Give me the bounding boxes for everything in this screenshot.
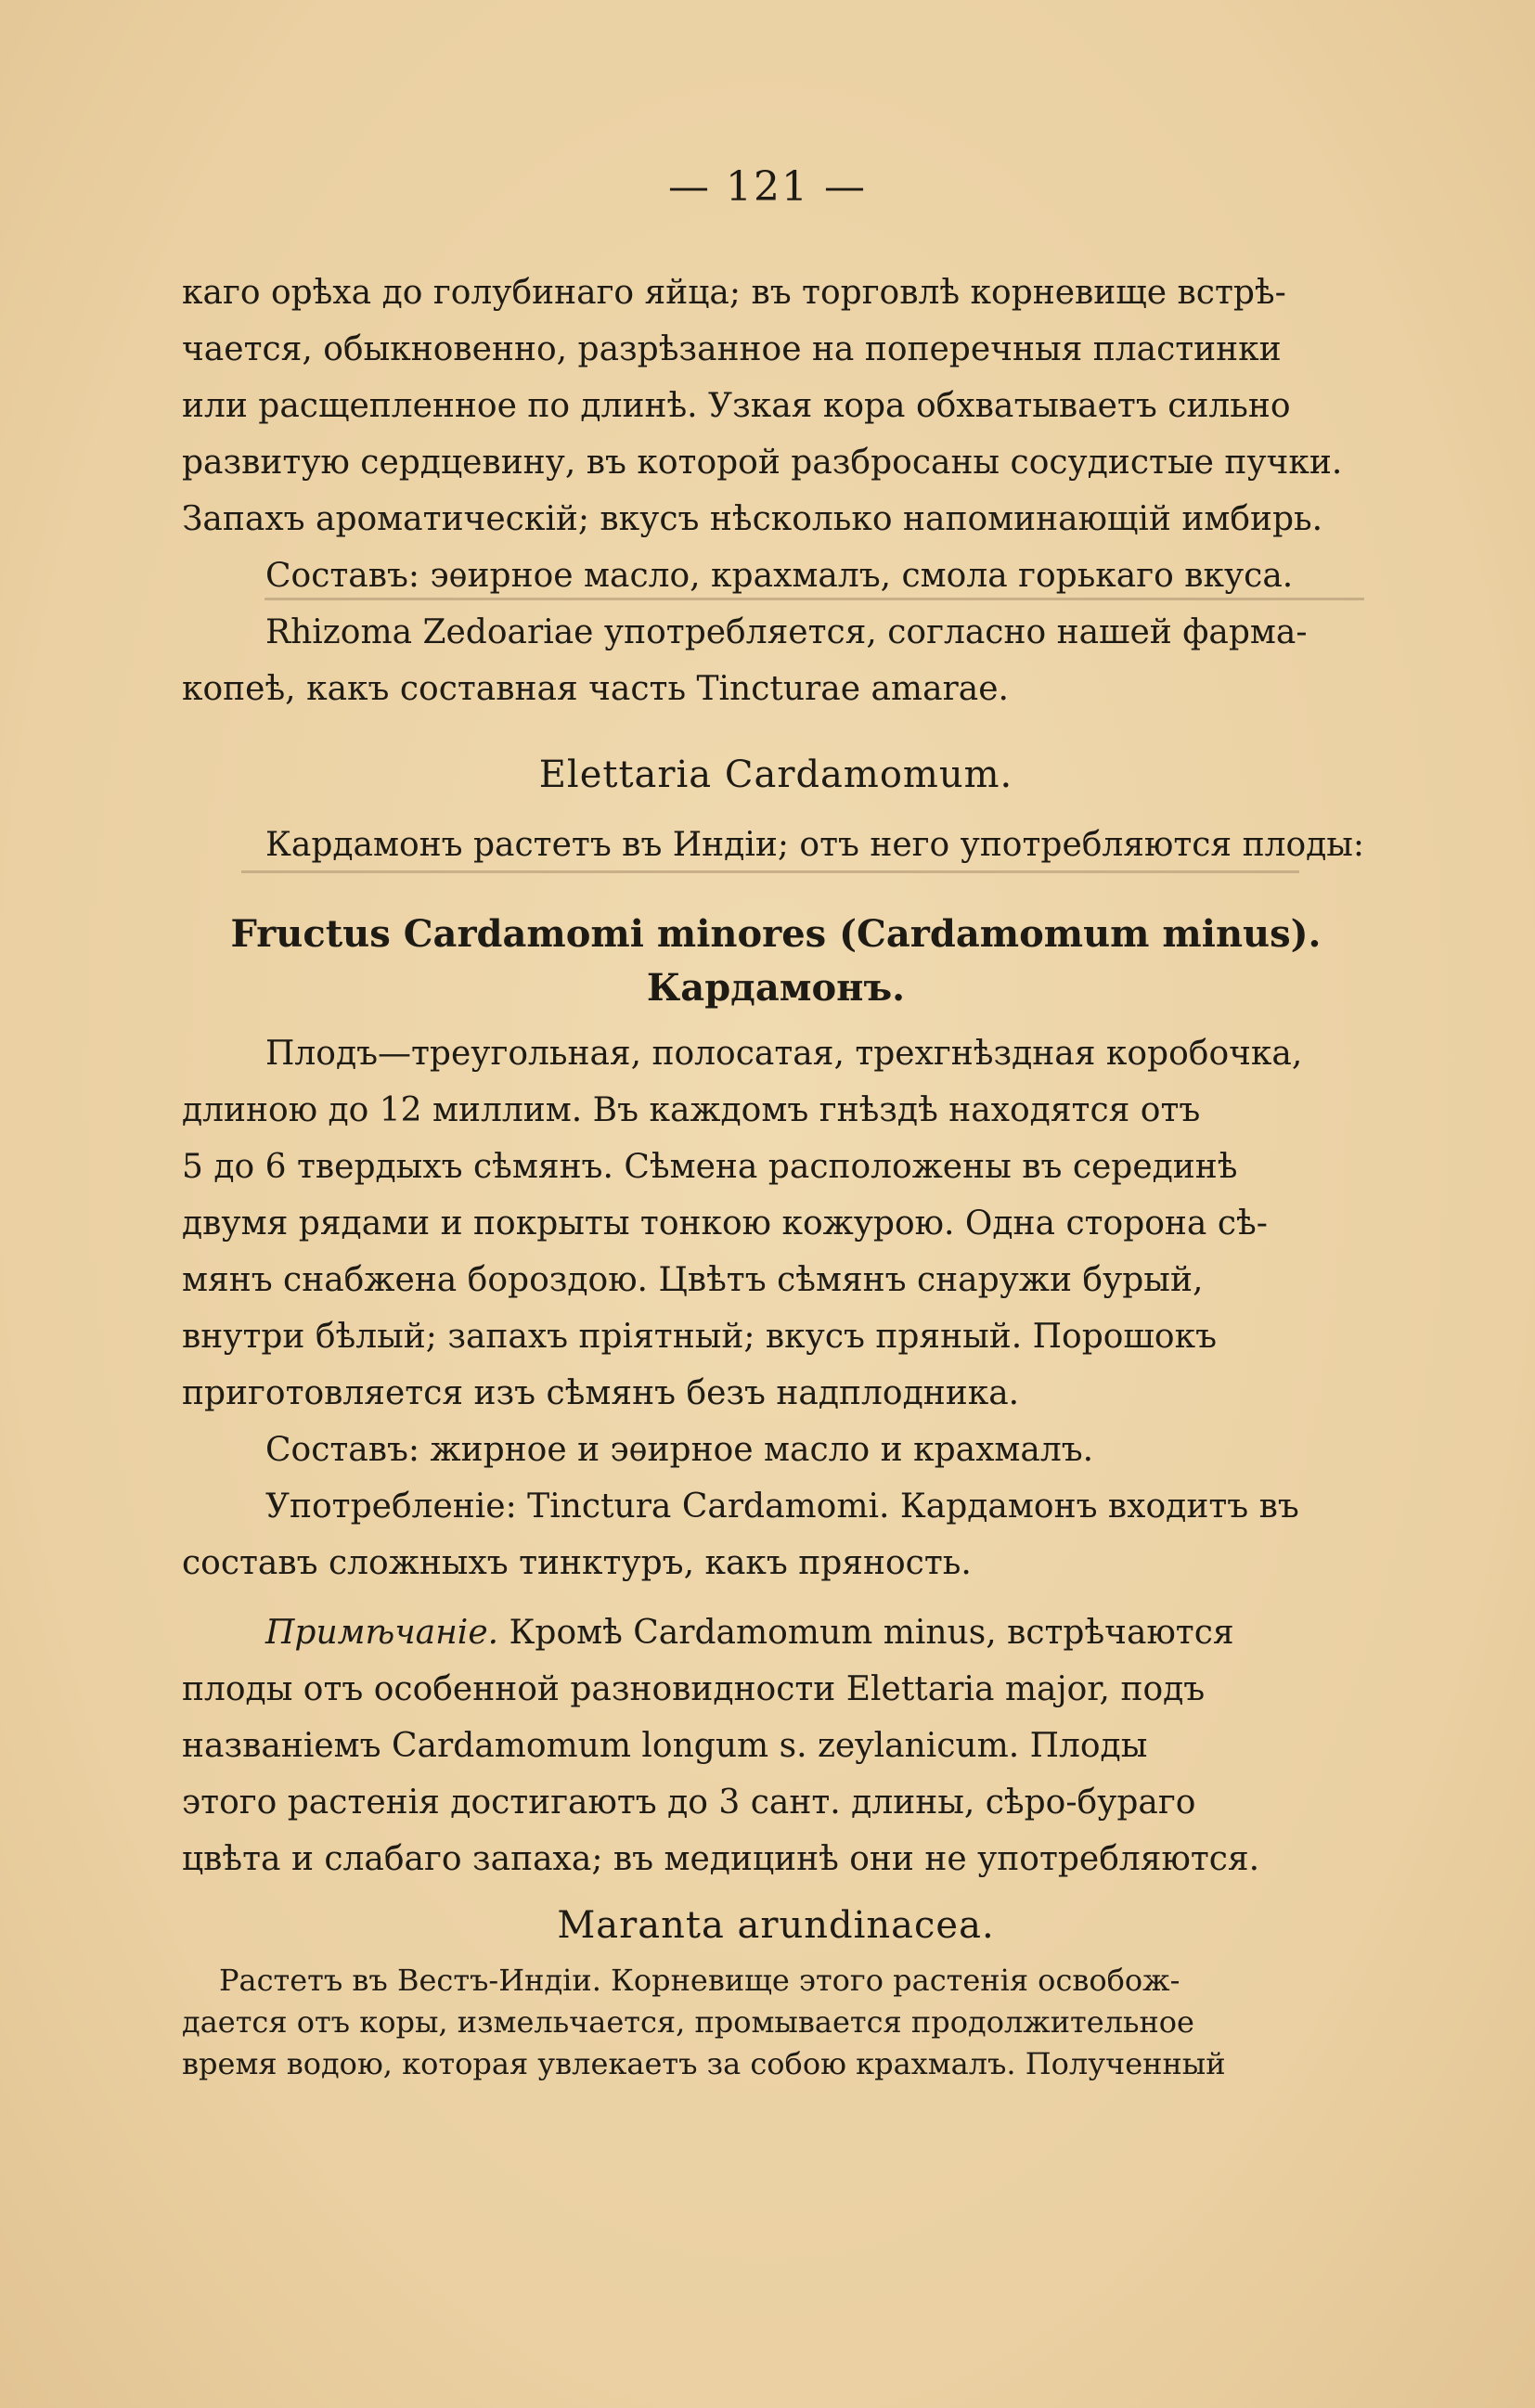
para5-line: двумя рядами и покрыты тонкою кожурою. Одна сторона сѣ- [182,1204,1268,1243]
para4-line: Кардамонъ растетъ въ Индіи; отъ него употребляются плоды: [265,826,1365,864]
note-label: Примѣчаніе. [265,1614,499,1652]
para1-line: развитую сердцевину, въ которой разбросаны сосудистые пучки. [182,444,1343,482]
para3-line: Rhizoma Zedoariae употребляется, согласно нашей фарма- [265,613,1308,651]
note-line: названіемъ Cardamomum longum s. zeylanicum. Плоды [182,1727,1148,1765]
underline-mark [241,870,1299,873]
drug-heading [182,908,1370,1015]
section-maranta [182,1960,1370,2085]
heading-latin: Fructus Cardamomi minores (Cardamomum minus). [230,912,1322,956]
para5-line: длиною до 12 миллим. Въ каждомъ гнѣздѣ находятся отъ [182,1091,1201,1129]
note-line: плоды отъ особенной разновидности Elettaria major, подъ [182,1670,1206,1708]
para1-line: каго орѣха до голубинаго яйца; въ торговлѣ корневище встрѣ- [182,274,1286,312]
para8-line: дается отъ коры, измельчается, промывается продолжительное [182,2004,1194,2040]
species-maranta [182,1904,1370,1947]
para3-line: копеѣ, какъ составная часть Tinсturae amarae. [182,670,1009,708]
species-title: Maranta arundinacea. [557,1904,995,1947]
para8-line: Растетъ въ Вестъ-Индіи. Корневище этого растенія освобож- [219,1963,1180,1998]
note-line: Кромѣ Cardamomum minus, встрѣчаются [509,1614,1234,1652]
composition-line: Составъ: жирное и эѳирное масло и крахмалъ. [265,1431,1094,1469]
para1-line: чается, обыкновенно, разрѣзанное на поперечныя пластинки [182,330,1282,368]
para5-line: 5 до 6 твердыхъ сѣмянъ. Сѣмена расположены въ серединѣ [182,1148,1238,1186]
para5-line: мянъ снабжена бороздою. Цвѣтъ сѣмянъ снаружи бурый, [182,1261,1204,1299]
para5-line: внутри бѣлый; запахъ пріятный; вкусъ пряный. Порошокъ [182,1318,1217,1356]
section-cardamom [182,1025,1370,1887]
para1-line: или расщепленное по длинѣ. Узкая кора обхватываетъ сильно [182,387,1291,425]
para5-line: приготовляется изъ сѣмянъ безъ надплодника. [182,1374,1020,1412]
note-line: этого растенія достигаютъ до 3 сант. длины, сѣро-бураго [182,1783,1196,1822]
note-first-line [182,1604,1370,1661]
para1-line: Запахъ ароматическій; вкусъ нѣсколько напоминающій имбирь. [182,500,1323,538]
composition-line: Составъ: эѳирное масло, крахмалъ, смола горькаго вкуса. [265,557,1294,595]
underline-mark [264,598,1364,600]
species-title: Elettaria Cardamomum. [538,753,1013,796]
note-line: цвѣта и слабаго запаха; въ медицинѣ они не употребляются. [182,1840,1260,1878]
para5-line: Плодъ—треугольная, полосатая, трехгнѣздная коробочка, [265,1035,1303,1073]
page-number: — 121 — [668,163,867,211]
para8-line: время водою, которая увлекаетъ за собою крахмалъ. Полученный [182,2046,1226,2081]
species-elettaria [182,753,1370,796]
para7-line: составъ сложныхъ тинктуръ, какъ пряность. [182,1544,972,1582]
para4-block [182,817,1370,873]
heading-russian: Кардамонъ. [646,966,906,1010]
section-zedoaria [182,264,1370,717]
para7-line: Употребленіе: Tinctura Cardamomi. Кардамонъ входитъ въ [265,1487,1299,1526]
